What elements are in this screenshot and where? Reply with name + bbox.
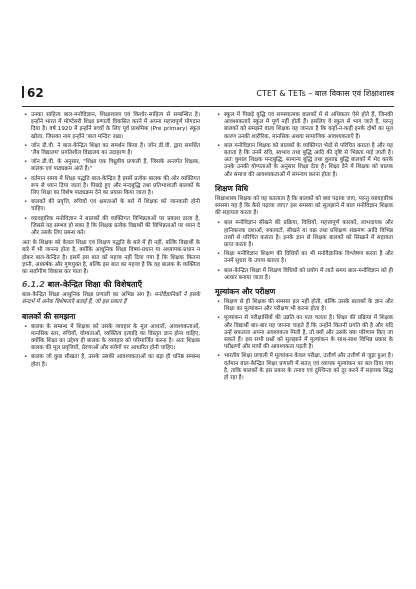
- list-item: • बालक के सम्बन्ध में शिक्षक को उसके व्यवहार के मूल आधारों, आवश्यकताओं, मानसिक स्तर, रुचियों, योग्यताओं, व्यक्तित्व इत्यादि का विस्तृत ज्ञान होना चाहिए, क्योंकि शिक्षा का उद्देश्य ही बालक के व्यवहार को परिमार्जित करना है। अतः शिक्षक बालक की मूल प्रवृत्तियों, प्रेरणाओं और संवेगों पर आधारित होनी चाहिए।: [22, 324, 200, 353]
- paragraph: [22, 292, 200, 306]
- bullet-list: [22, 324, 200, 369]
- list-item: • बाल मनोविज्ञान शिक्षक को बालकों के व्यक्तिगत भेदों से परिचित कराता है और यह बताता है कि उनमें रुचि, स्वभाव तथा बुद्धि आदि की दृष्टि से भिन्नता पाई जाती है। अतः कुशल शिक्षक मन्दबुद्धि, सामान्य बुद्धि तथा कुशाग्र बुद्धि बालकों में भेद करके उनके उनकी योग्यताओं के अनुसार शिक्षा देता है। शिक्षा देने में शिक्षक को बालक और समाज की आवश्यकताओं में समन्वय करना होता है।: [215, 143, 393, 179]
- sub-heading: शिक्षण विधि: [215, 183, 249, 193]
- section-title: बाल-केन्द्रित शिक्षा की विशेषताएँ: [47, 280, 142, 290]
- bullet-list: [215, 299, 393, 382]
- list-item: • शिक्षा मनोविज्ञान शिक्षण की विधियों का भी मनोवैज्ञानिक विश्लेषण करता है और उनमें सुधार के उपाय बताता है।: [215, 251, 393, 265]
- bullet-list: [22, 112, 200, 237]
- list-item: • बालक जो कुछ सीखता है, उसके उसकी आवश्यकताओं का बड़ा ही घनिष्ठ सम्बन्ध होता है।: [22, 354, 200, 368]
- list-item: • भारतीय शिक्षा प्रणाली में मूल्यांकन केवल परीक्षा, उत्तीर्ण और उत्तीर्ण से जुड़ा हुआ है। वर्तमान बाल-केन्द्रित शिक्षा प्रणाली में सतत् एवं व्यापक मूल्यांकन पर बल दिया गया है, ताकि बालकों के इस प्रकार के तनाव एवं दुश्चिन्ता को दूर करने में सहायक सिद्ध हो रहा है।: [215, 353, 393, 382]
- list-item: • जॉन डी.वी. के अनुसार, "शिक्षा एक त्रिध्रुवीय प्रणाली है, जिसके अन्तर्गत शिक्षक, बालक एवं पाठ्यक्रम आते हैं।": [22, 159, 200, 173]
- list-item: • बाल-केन्द्रित शिक्षा में शिक्षण विधियों को प्रयोग में लाते समय बाल-मनोविज्ञान को ही आधार बनाया जाता है।: [215, 268, 393, 282]
- list-item: • स्कूल में पिछड़े बुद्धि एवं समस्यात्मक बालकों में से अधिकतर ऐसे होते हैं, जिनकी आवश्यकताएँ स्कूल में पूर्ण नहीं होती हैं। इसलिए वे स्कूल से भाग जाते हैं, परन्तु बालकों को समझने वाला शिक्षक यह जानता है कि कहाँ-न-कहीं इनके दोषों का मूल कारण उनकी शारीरिक, मानसिक अथवा सामाजिक आवश्यकताएँ हैं।: [215, 112, 393, 141]
- left-column: [22, 112, 200, 372]
- list-item: • व्यावहारिक मनोविज्ञान ने बालकों की व्यक्तिगत विभिन्नताओं पर प्रकाश डाला है, जिससे यह सम्भव हो सका है कि शिक्षक प्रत्येक विद्यार्थी की विभिन्नताओं पर ध्यान दे और उसके लिए प्रबन्ध करे।: [22, 216, 200, 238]
- section-number: 6.1.2: [22, 280, 45, 290]
- bullet-list: [215, 112, 393, 179]
- list-item: • बालकों की प्रवृत्ति, रुचियों एवं क्षमताओं के बारे में शिक्षक को जानकारी होनी चाहिए।: [22, 199, 200, 213]
- right-column: [215, 112, 393, 385]
- list-item: • वर्तमान समय में शिक्षा पद्धति बाल-केन्द्रित है इसमें प्रत्येक बालक की ओर व्यक्तिगत रूप से ध्यान दिया जाता है। पिछड़े हुए और मन्दबुद्धि तथा प्रतिभाशाली बालकों के लिए शिक्षा का विशेष पाठ्यक्रम देने का प्रयास किया जाता है।: [22, 176, 200, 198]
- paragraph-italic-text: मनोवैज्ञानिकों ने इसके सन्दर्भ में अनेक विशेषताएँ बताई हैं, जो इस प्रकार हैं: [22, 292, 200, 306]
- paragraph-text: बाल-केन्द्रित शिक्षा आधुनिक शिक्षा प्रणाली का अभिन्न अंग है।: [22, 292, 152, 299]
- list-item: • मूल्यांकन से परीक्षार्थियों की उन्नति का पता चलता है। शिक्षा की प्रक्रिया में शिक्षक और विद्यार्थी बार-बार यह जानना चाहते हैं कि उन्होंने कितनी प्रगति की है और यदि उन्हें सफलता अपना अवश्यकता मिली है, तो क्यों और उसके क्या परिणाम किए जा सकते हैं। इस सभी प्रश्नों को सुलझाने में मूल्यांकन के साथ-साथ विभिन्न प्रकार के परीक्षणों और मापों की आवश्यकता पड़ती है।: [215, 315, 393, 351]
- list-item: • जॉन डी.वी. ने बाल-केन्द्रित शिक्षा का समर्थन किया है। जॉन डी.वी. द्वारा समर्थित 'लैब विद्यालय' प्रगतिशील विद्यालय का उदाहरण है।: [22, 143, 200, 157]
- page-number: 62: [22, 86, 44, 100]
- list-item: • उनका साहित्य बाल-मनोविज्ञान, शिक्षाशास्त्र एवं किशोर-साहित्य से सम्बन्धित है। इन्होंने भारत में मॉण्टेसरी शिक्षा प्रणाली विकसित करने में अपना महत्त्वपूर्ण योगदान दिया है। वर्ष 1920 में इन्होंने बच्चों के लिए पूर्व प्राथमिक (Pre primary) स्कूल खोला, जिसका नाम इन्होंने 'बाल मन्दिर' रखा।: [22, 112, 200, 141]
- page-header: [22, 86, 394, 107]
- bullet-list: [215, 220, 393, 282]
- paragraph: अतः के शिक्षक को केवल शिक्षा एवं शिक्षण पद्धति के बारे में ही नहीं, बल्कि विद्यार्थी के बारे में भी जानना होता है, क्योंकि आधुनिक शिक्षा विषय-प्रधान या अध्यापक-प्रधान न होकर बाल-केन्द्रित है। इसमें इस बात को महत्त्व नहीं दिया गया है कि शिक्षक कितना ज्ञानी, आकर्षक और गुणयुक्त है, बल्कि इस बात का महत्त्व है कि वह बालक के व्यक्तित्व का सर्वांगीण विकास कर पाता है।: [22, 240, 200, 276]
- section-heading: [22, 280, 200, 290]
- running-title: CTET & TETs – बाल विकास एवं शिक्षाशास्त्र: [256, 89, 394, 98]
- list-item: • शिक्षण से ही शिक्षक की समस्या हल नहीं होती, बल्कि उसके बालकों के ज्ञान और शिक्षा का मूल्यांकन और परीक्षण भी करना होता है।: [215, 299, 393, 313]
- sub-heading: मूल्यांकन और परीक्षण: [215, 287, 276, 297]
- list-item: • बाल मनोविज्ञान सीखने की प्रक्रिया, विधियों, महत्त्वपूर्ण कारकों, लाभदायक और हानिकारक दशाओं, रुकावटों, सीखने या वक्र तथा प्रशिक्षण संक्रमण आदि विभिन्न तत्त्वों से परिचित कराता है। इनके ज्ञान से शिक्षक बालकों को सिखाने में सहायता प्राप्त करता है।: [215, 220, 393, 249]
- sub-heading: बालकों की समझना: [22, 311, 76, 321]
- paragraph: शिक्षाशास्त्र शिक्षक को यह बतलाता है कि बालकों को क्या पढ़ाया जाए, परन्तु व्यावहारिक समस्या यह है कि कैसे पढ़ाया जाए? इस समस्या को सुलझाने में बाल मनोविज्ञान शिक्षक की सहायता करता है।: [215, 195, 393, 217]
